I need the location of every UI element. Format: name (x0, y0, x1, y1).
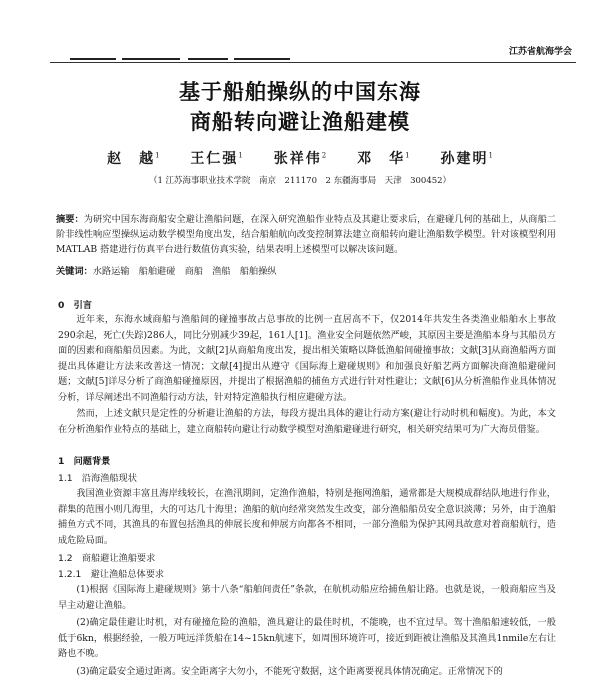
keywords-text: 水路运输 船舶避碰 商船 渔船 船舶操纵 (92, 266, 277, 277)
paper-title-line2: 商船转向避让渔船建模 (190, 110, 410, 134)
author: 邓 华$^1$ (357, 151, 410, 167)
section-heading-intro: 0 引言 (58, 300, 92, 311)
subsubsection-heading-general-requirements: 1.2.1 避让渔船总体要求 (58, 569, 165, 580)
affiliation: （1 江苏海事职业技术学院 南京 211170 2 东疆海事局 天津 300452） (148, 176, 452, 186)
paper-title-line1: 基于船舶操纵的中国东海 (179, 80, 421, 104)
subsection-heading-fishing-status: 1.1 沿海渔船现状 (58, 473, 137, 484)
keywords-label: 关键词： (56, 266, 93, 277)
fishing-status-paragraph: 我国渔业资源丰富且海岸线较长，在渔汛期间，定渔作渔船，特别是拖网渔船，通常都是大规模成群结队地进行作业，群集的范围小则几海里，大的可达几十海里；渔船的航向经常突然发生改变，部分渔船船员安全意识淡薄；另外，由于渔船捕鱼方式不同，其渔具的布置包括渔具的伸展长度和伸展方向都各不相同，一部分渔船为保护其网具故意对着商船航行，造成危险局面。 (58, 488, 556, 546)
requirement-3: (3)确定最安全通过距离。安全距离字大勿小，不能死守数据，这个距离要视具体情况确定。正常情况下的 (76, 666, 503, 677)
section-heading-background: 1 问题背景 (58, 456, 111, 467)
author-list (0, 148, 600, 168)
author: 王仁强$^1$ (190, 151, 243, 167)
subsection-heading-avoidance-requirements: 1.2 商船避让渔船要求 (58, 553, 156, 564)
abstract (56, 212, 556, 257)
author: 赵 越$^1$ (107, 151, 160, 167)
intro-paragraph-1: 近年来，东海水域商船与渔船间的碰撞事故占总事故的比例一直居高不下，仅2014年共发生各类渔业船舶水上事故290余起，死亡(失踪)286人，同比分别减少39起，161人[1]。渔业安全问题依然严峻，其原因主要是渔船本身与其船员方面的因素和商船船员因素。为此，文献[2]从商船角度出发，提出相关策略以降低渔船间碰撞事故；文献[3]从商渔船两方面提出具体避让方法来改善这一情况；文献[4]提出从遵守《国际海上避碰规则》和加强良好船艺两方面解决商渔船避碰问题；文献[5]详尽分析了商渔船碰撞原因，并提出了根据渔船的捕鱼方式进行针对性避让；文献[6]从分析渔船作业具体情况分析，详尽阐述出不同渔船行动方法，针对特定渔船执行相应避碰方法。 (58, 314, 556, 403)
abstract-label: 摘要： (56, 214, 84, 225)
keywords (56, 265, 556, 279)
abstract-text: 为研究中国东海商船安全避让渔船问题，在深入研究渔船作业特点及其避让要求后，在避碰几何的基础上，从商船二阶非线性响应型操纵运动数学模型角度出发，结合船舶航向改变控制算法建立商船转向避让渔船数学模型。针对该模型利用 MATLAB 搭建进行仿真平台进行数值仿真实验，结果表明上述模型可以解决该问题。 (56, 214, 557, 255)
author: 张祥伟$^2$ (273, 151, 327, 167)
header-rule (50, 62, 576, 63)
requirement-1: (1)根据《国际海上避碰规则》第十八条“船舶间责任”条款，在航机动船应给捕鱼船让路。也就是说，一般商船应当及早主动避让渔船。 (58, 584, 556, 611)
intro-paragraph-2: 然而，上述文献只是定性的分析避让渔船的方法，每段方提出具体的避让行动方案(避让行动时机和幅度)。为此，本文在分析渔船作业特点的基础上，建立商船转向避让行动数学模型对渔船避碰进行研究，相关研究结果可为广大海员借鉴。 (58, 408, 556, 435)
requirement-2: (2)确定最佳避让时机，对有碰撞危险的渔船，渔具避让的最佳时机，不能晚，也不宜过早。驾十渔船船速较低，一般低于6kn，根据经验，一般万吨远洋货船在14~15kn航速下，如周围环境许可，接近到距被让渔船及其渔具1nmile左右让路也不晚。 (58, 617, 556, 660)
journal-society-label: 江苏省航海学会 (508, 47, 572, 57)
author: 孙建明$^1$ (440, 151, 493, 167)
